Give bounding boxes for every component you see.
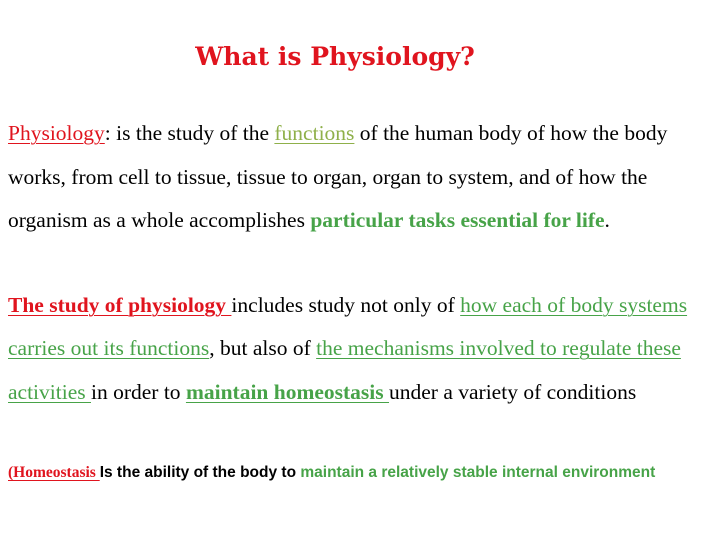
homeostasis-term: (Homeostasis: [8, 464, 100, 481]
maintain-homeostasis-highlight: maintain homeostasis: [185, 379, 390, 404]
definition-text-1: : is the study of the: [104, 121, 275, 145]
functions-term: functions: [274, 121, 355, 145]
body-systems-phrase: how each of body systems carries out its functions: [8, 293, 688, 361]
definition-text-end: .: [604, 208, 610, 233]
homeostasis-text: Is the ability of the body to: [99, 464, 301, 481]
page-title: What is Physiology?: [195, 42, 475, 71]
study-of-physiology-paragraph: [8, 284, 714, 414]
physiology-term: Physiology: [8, 121, 105, 145]
study-text-1: includes study not only of: [231, 293, 461, 317]
study-text-3: in order to: [91, 379, 186, 404]
study-of-physiology-lead: The study of physiology: [8, 293, 232, 317]
homeostasis-definition-paragraph: [8, 455, 714, 490]
mechanisms-phrase: the mechanisms involved to regulate these activities: [8, 336, 681, 404]
particular-tasks-highlight: particular tasks essential for life: [310, 208, 605, 233]
definition-text-2: of the human body of how the body works, from cell to tissue, tissue to organ, organ to system, and of how the organism as a whole accomplishes: [8, 121, 668, 233]
physiology-definition-paragraph: [8, 112, 714, 243]
study-text-4: under a variety of conditions: [389, 379, 637, 404]
study-text-2: , but also of: [209, 336, 317, 361]
stable-environment-highlight: maintain a relatively stable internal environment: [300, 464, 656, 481]
